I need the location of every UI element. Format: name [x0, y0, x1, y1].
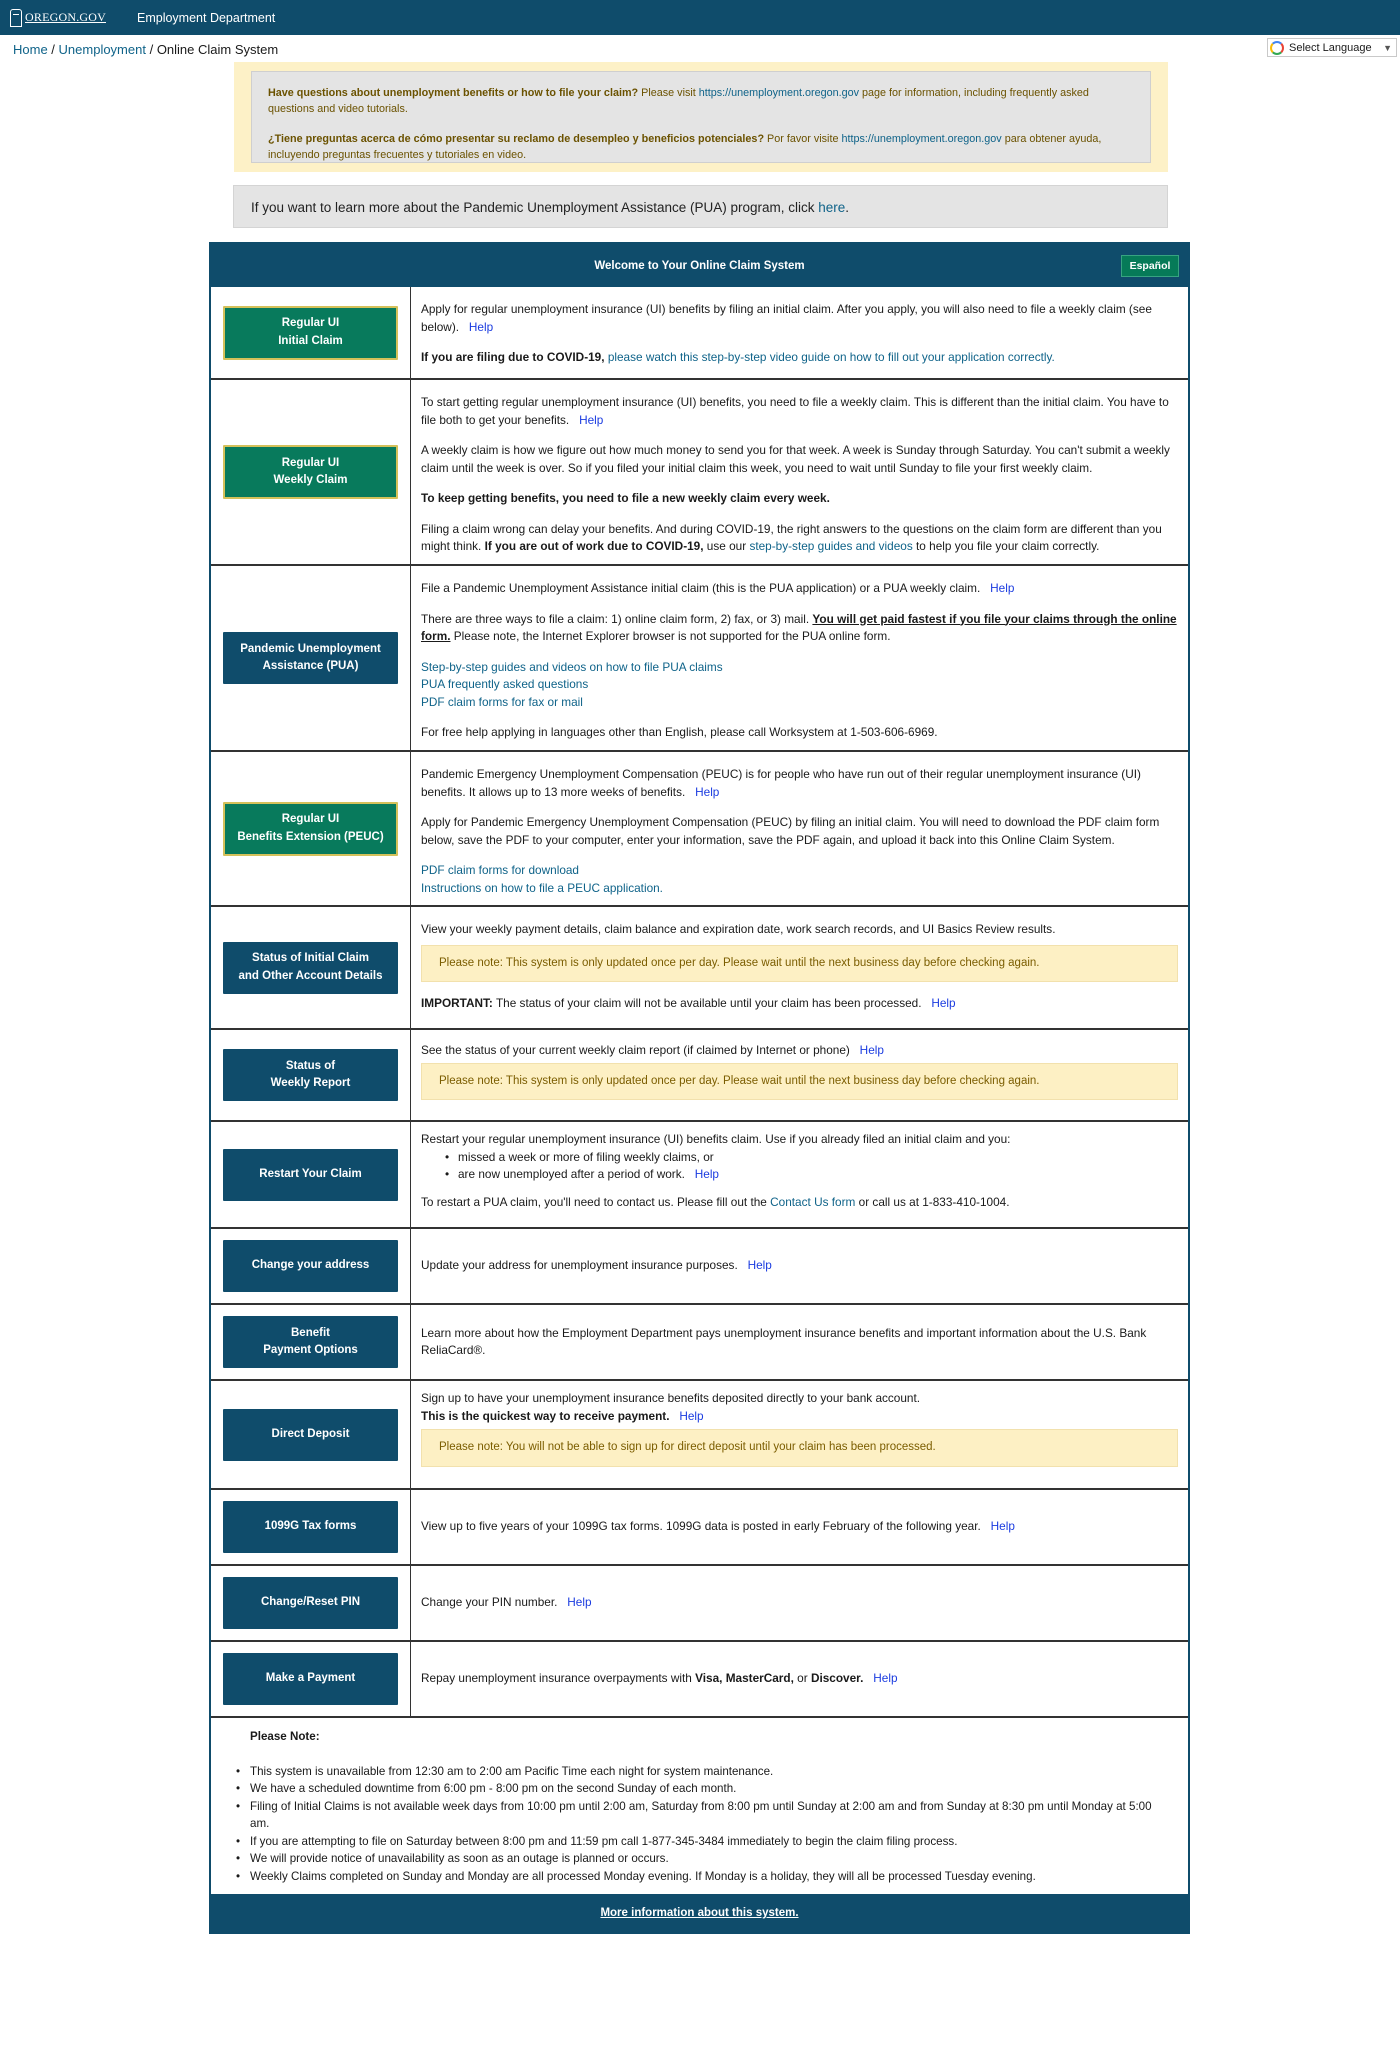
pua-banner	[233, 185, 1168, 228]
oregon-gov-logo[interactable]	[10, 9, 122, 27]
row-description	[411, 1229, 1188, 1303]
tax-desc: View up to five years of your 1099G tax forms. 1099G data is posted in early February of the following year.	[421, 1519, 981, 1534]
row-button-cell	[211, 1122, 411, 1227]
pua-language-help: For free help applying in languages other than English, please call Worksystem at 1-503-606-6969.	[421, 725, 938, 739]
weekly-claim-text: use our	[703, 539, 750, 553]
logo-text: OREGON.GOV	[25, 10, 106, 24]
row-description	[411, 380, 1188, 564]
help-link[interactable]: Help	[931, 996, 956, 1010]
weekly-claim-covid: If you are out of work due to COVID-19,	[484, 539, 704, 553]
row-restart-claim	[211, 1122, 1188, 1229]
breadcrumb	[13, 42, 278, 57]
weekly-claim-warn: Filing a claim wrong can delay your benefits. And during COVID-19, the right answers to the questions on the claim form are different than you might think.	[421, 521, 1162, 553]
row-description	[411, 287, 1188, 378]
pua-banner-period: .	[845, 200, 850, 215]
update-notice: Please note: This system is only updated once per day. Please wait until the next business day before checking again.	[421, 945, 1178, 983]
list-item: • If you are attempting to file on Saturday between 8:00 pm and 11:59 pm call 1-877-345-3484 immediately to begin the claim filing process.	[236, 1833, 1174, 1851]
help-link[interactable]: Help	[990, 1519, 1015, 1534]
row-description	[411, 566, 1188, 750]
help-link[interactable]: Help	[679, 1408, 704, 1423]
language-select[interactable]	[1267, 38, 1397, 57]
row-description	[411, 1305, 1188, 1379]
row-description	[411, 1642, 1188, 1716]
pua-desc: File a Pandemic Unemployment Assistance initial claim (this is the PUA application) or a PUA weekly claim.	[421, 581, 981, 595]
status-weekly-report-button[interactable]	[223, 1049, 398, 1101]
button-label: Regular UI	[281, 317, 340, 329]
restart-claim-button[interactable]: Restart Your Claim	[223, 1149, 398, 1201]
restart-desc: Restart your regular unemployment insurance (UI) benefits claim. Use if you already filed an initial claim and you:	[421, 1132, 1011, 1146]
payment-desc: Repay unemployment insurance overpayments with	[421, 1671, 696, 1686]
faq-english-text: Please visit	[638, 87, 699, 99]
weekly-claim-explain: A weekly claim is how we figure out how much money to send you for that week. A week is Sunday through Saturday. You can't submit a weekly claim until the week is over. So if you filed your initial claim this week, you need to wait until Sunday to file your first weekly claim.	[421, 443, 1170, 475]
faq-english	[268, 86, 1135, 117]
button-label: and Other Account Details	[238, 969, 383, 982]
row-description	[411, 1122, 1188, 1227]
pua-banner-text: If you want to learn more about the Pandemic Unemployment Assistance (PUA) program, click	[251, 200, 819, 215]
pin-desc: Change your PIN number.	[421, 1595, 558, 1610]
list-item-text: are now unemployed after a period of work.	[458, 1167, 685, 1181]
help-link[interactable]: Help	[990, 581, 1015, 595]
row-1099g	[211, 1490, 1188, 1566]
help-link[interactable]: Help	[747, 1258, 772, 1273]
list-item: • This system is unavailable from 12:30 am to 2:00 am Pacific Time each night for system maintenance.	[236, 1763, 1174, 1781]
button-label: Benefits Extension (PEUC)	[237, 830, 384, 843]
make-payment-button[interactable]: Make a Payment	[223, 1653, 398, 1705]
update-notice: Please note: This system is only updated once per day. Please wait until the next business day before checking again.	[421, 1063, 1178, 1101]
button-label: Benefit	[291, 1326, 330, 1339]
claim-system-panel	[209, 242, 1190, 1934]
row-description	[411, 1030, 1188, 1120]
help-link[interactable]: Help	[567, 1595, 592, 1610]
row-direct-deposit	[211, 1381, 1188, 1490]
row-weekly-claim	[211, 380, 1188, 566]
payment-or: or	[793, 1671, 811, 1686]
list-item: • We will provide notice of unavailability as soon as an outage is planned or occurs.	[236, 1850, 1174, 1868]
row-description	[411, 1566, 1188, 1640]
department-name[interactable]: Employment Department	[137, 10, 276, 25]
contact-us-link[interactable]: Contact Us form	[770, 1194, 856, 1209]
row-description	[411, 1381, 1188, 1488]
pua-ways: There are three ways to file a claim: 1) online claim form, 2) fax, or 3) mail.	[421, 611, 810, 626]
row-button-cell	[211, 566, 411, 750]
status-desc: View your weekly payment details, claim balance and expiration date, work search records, and UI Basics Review results.	[421, 922, 1056, 936]
faq-spanish-question: ¿Tiene preguntas acerca de cómo presentar su reclamo de desempleo y beneficios potenciales?	[268, 133, 765, 145]
row-button-cell	[211, 1490, 411, 1564]
initial-claim-desc: Apply for regular unemployment insurance (UI) benefits by filing an initial claim. After you apply, you will also need to file a weekly claim (see below).	[421, 302, 1152, 334]
chevron-down-icon: ▼	[1383, 42, 1392, 53]
pua-pdf-forms-link[interactable]: PDF claim forms for fax or mail	[421, 694, 583, 709]
button-label: Status of	[285, 1059, 336, 1072]
please-note-section	[211, 1718, 1188, 1885]
row-button-cell	[211, 1305, 411, 1379]
button-label: Status of Initial Claim	[252, 952, 369, 964]
pua-faq-link[interactable]: PUA frequently asked questions	[421, 677, 589, 691]
row-pua	[211, 566, 1188, 752]
pua-here-link[interactable]: here	[818, 200, 846, 215]
faq-english-question: Have questions about unemployment benefits or how to file your claim?	[268, 87, 639, 99]
weekly-report-desc: See the status of your current weekly claim report (if claimed by Internet or phone)	[421, 1043, 850, 1057]
row-make-payment	[211, 1642, 1188, 1718]
restart-pua-text: To restart a PUA claim, you'll need to contact us. Please fill out the	[421, 1194, 771, 1209]
more-information-link[interactable]: More information about this system.	[600, 1907, 799, 1919]
pua-fastest: You will get paid fastest if you file your claims through the online form.	[421, 611, 1177, 643]
row-button-cell	[211, 380, 411, 564]
list-item	[458, 1166, 1178, 1184]
payment-options-desc: Learn more about how the Employment Department pays unemployment insurance benefits and important information about the U.S. Bank ReliaCard®.	[421, 1325, 1147, 1357]
regular-ui-benefits-extension-button[interactable]	[223, 802, 398, 856]
list-item: • We have a scheduled downtime from 6:00 pm - 8:00 pm on the second Sunday of each month.	[236, 1780, 1174, 1798]
faq-spanish-link[interactable]: https://unemployment.oregon.gov	[841, 133, 1002, 145]
1099g-tax-forms-button[interactable]: 1099G Tax forms	[223, 1501, 398, 1553]
card-names: Visa, MasterCard,	[695, 1671, 794, 1686]
address-desc: Update your address for unemployment insurance purposes.	[421, 1258, 738, 1273]
peuc-apply: Apply for Pandemic Emergency Unemployment Compensation (PEUC) by filing an initial claim. You will need to download the PDF claim form below, save the PDF to your computer, enter your information, save the PDF again, and upload it back into this Online Claim System.	[421, 815, 1160, 847]
breadcrumb-separator: /	[145, 42, 157, 57]
list-item: • missed a week or more of filing weekly claims, or	[458, 1149, 1178, 1167]
row-initial-claim	[211, 287, 1188, 380]
benefit-payment-options-button[interactable]	[223, 1316, 398, 1368]
site-header	[0, 0, 1400, 35]
button-label: Weekly Claim	[273, 474, 348, 486]
faq-notice	[234, 62, 1168, 172]
weekly-claim-keep: To keep getting benefits, you need to file a new weekly claim every week.	[421, 491, 830, 505]
row-button-cell	[211, 752, 411, 905]
language-select-label: Select Language	[1289, 41, 1372, 54]
change-reset-pin-button[interactable]: Change/Reset PIN	[223, 1577, 398, 1629]
row-button-cell	[211, 1229, 411, 1303]
row-button-cell	[211, 287, 411, 378]
peuc-instructions-link[interactable]: Instructions on how to file a PEUC application.	[421, 880, 663, 895]
peuc-desc: Pandemic Emergency Unemployment Compensation (PEUC) is for people who have run out of their regular unemployment insurance (UI) benefits. It allows up to 13 more weeks of benefits.	[421, 767, 1141, 799]
breadcrumb-unemployment[interactable]: Unemployment	[58, 42, 146, 57]
help-link[interactable]: Help	[859, 1043, 884, 1057]
deposit-desc: Sign up to have your unemployment insurance benefits deposited directly to your bank account.	[421, 1391, 921, 1405]
footer-bar	[209, 1894, 1190, 1932]
restart-pua-phone: or call us at 1-833-410-1004.	[855, 1194, 1010, 1209]
video-guide-link[interactable]: please watch this step-by-step video guide on how to fill out your application correctly.	[607, 350, 1055, 364]
help-link[interactable]: Help	[468, 319, 494, 334]
list-item: • Filing of Initial Claims is not available week days from 10:00 pm until 2:00 am, Saturday from 8:00 pm until Sunday at 2:00 am and from Sunday at 8:30 pm until Monday at 5:00 am.	[236, 1798, 1174, 1833]
status-important: The status of your claim will not be available until your claim has been processed.	[492, 996, 922, 1010]
status-initial-claim-button[interactable]	[223, 942, 398, 994]
breadcrumb-separator: /	[47, 42, 59, 57]
direct-deposit-button[interactable]: Direct Deposit	[223, 1409, 398, 1461]
pua-button[interactable]	[223, 632, 398, 684]
peuc-pdf-link[interactable]: PDF claim forms for download	[421, 863, 579, 877]
deposit-notice: Please note: You will not be able to sign up for direct deposit until your claim has been processed.	[421, 1429, 1178, 1467]
google-icon	[1270, 41, 1284, 55]
pua-ie-note: Please note, the Internet Explorer browser is not supported for the PUA online form.	[450, 629, 891, 643]
help-link[interactable]: Help	[873, 1671, 898, 1686]
faq-english-link[interactable]: https://unemployment.oregon.gov	[698, 87, 860, 99]
regular-ui-weekly-claim-button[interactable]	[223, 445, 398, 499]
button-label: Assistance (PUA)	[262, 660, 359, 672]
button-label: Pandemic Unemployment	[240, 642, 381, 655]
row-peuc	[211, 752, 1188, 907]
row-status-initial-claim	[211, 907, 1188, 1030]
restart-conditions	[458, 1149, 1178, 1184]
faq-spanish	[268, 132, 1135, 163]
button-label: Regular UI	[281, 456, 340, 469]
row-description	[411, 752, 1188, 905]
list-item: • Weekly Claims completed on Sunday and Monday are all processed Monday evening. If Monday is a holiday, they will all be processed Tuesday evening.	[236, 1868, 1174, 1886]
weekly-claim-desc: To start getting regular unemployment insurance (UI) benefits, you need to file a weekly claim. This is different than the initial claim. You have to file both to get your benefits.	[421, 395, 1169, 427]
step-by-step-guides-link[interactable]: step-by-step guides and videos	[749, 539, 913, 553]
panel-header	[211, 244, 1188, 287]
capitol-icon	[10, 9, 22, 27]
help-link[interactable]: Help	[695, 784, 720, 799]
faq-notice-inner	[251, 71, 1151, 163]
row-change-address	[211, 1229, 1188, 1305]
covid-note: If you are filing due to COVID-19,	[421, 350, 605, 364]
weekly-claim-text-end: to help you file your claim correctly.	[912, 539, 1100, 553]
row-description	[411, 1490, 1188, 1564]
help-link[interactable]: Help	[579, 412, 604, 427]
breadcrumb-home[interactable]: Home	[13, 42, 48, 57]
button-label: Weekly Report	[270, 1077, 351, 1089]
card-discover: Discover.	[810, 1671, 864, 1686]
button-label: Initial Claim	[278, 334, 343, 347]
important-label: IMPORTANT:	[421, 996, 493, 1010]
row-change-pin	[211, 1566, 1188, 1642]
row-button-cell	[211, 1381, 411, 1488]
row-button-cell	[211, 907, 411, 1028]
row-button-cell	[211, 1642, 411, 1716]
row-weekly-report	[211, 1030, 1188, 1122]
faq-spanish-text-end: para obtener ayuda, incluyendo preguntas frecuentes y tutoriales en video.	[268, 133, 1102, 161]
please-note-title: Please Note:	[250, 1730, 320, 1743]
panel-title: Welcome to Your Online Claim System	[594, 259, 805, 272]
help-link[interactable]: Help	[694, 1167, 719, 1181]
regular-ui-initial-claim-button[interactable]	[223, 306, 398, 360]
deposit-quickest: This is the quickest way to receive payment.	[421, 1408, 670, 1423]
faq-spanish-text: Por favor visite	[764, 133, 842, 145]
please-note-list	[236, 1763, 1174, 1886]
row-button-cell	[211, 1030, 411, 1120]
espanol-button[interactable]: Español	[1121, 255, 1179, 277]
row-description	[411, 907, 1188, 1028]
row-button-cell	[211, 1566, 411, 1640]
row-payment-options	[211, 1305, 1188, 1381]
change-address-button[interactable]: Change your address	[223, 1240, 398, 1292]
button-label: Payment Options	[263, 1344, 358, 1356]
breadcrumb-current: Online Claim System	[156, 42, 279, 57]
pua-guides-link[interactable]: Step-by-step guides and videos on how to file PUA claims	[421, 659, 723, 674]
faq-english-text-end: page for information, including frequently asked questions and video tutorials.	[268, 87, 1089, 115]
button-label: Regular UI	[281, 813, 340, 825]
